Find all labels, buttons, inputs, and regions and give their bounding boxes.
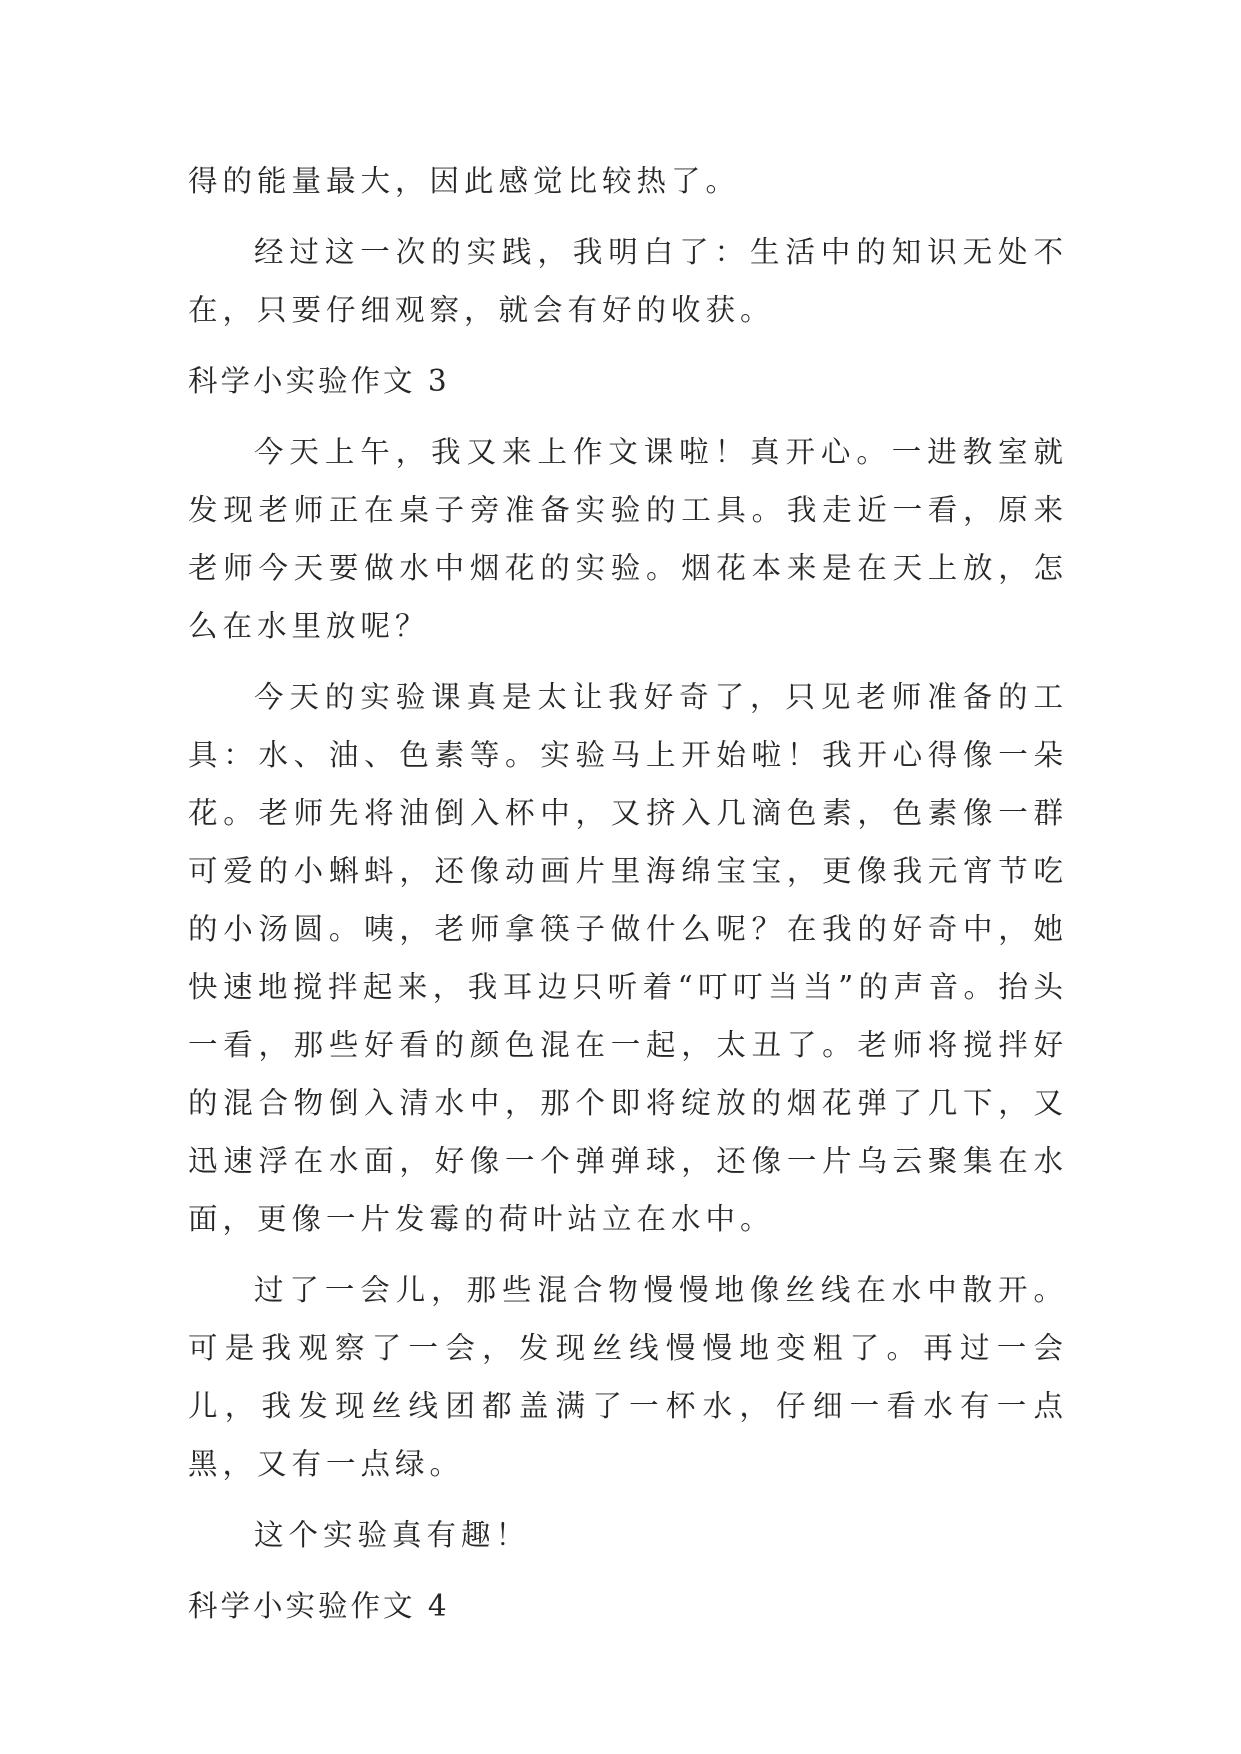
section-heading-4: 科学小实验作文 4 [188, 1589, 450, 1623]
document-body [188, 152, 1068, 1648]
paragraph-2: 经过这一次的实践，我明白了：生活中的知识无处不在，只要仔细观察，就会有好的收获。 [188, 235, 1068, 327]
paragraph-3: 今天上午，我又来上作文课啦！真开心。一进教室就发现老师正在桌子旁准备实验的工具。我走近一看，原来老师今天要做水中烟花的实验。烟花本来是在天上放，怎么在水里放呢？ [188, 435, 1068, 643]
paragraph-6: 这个实验真有趣！ [254, 1518, 531, 1552]
paragraph-1: 得的能量最大，因此感觉比较热了。 [188, 164, 741, 198]
section-heading-3: 科学小实验作文 3 [188, 364, 450, 398]
paragraph-4: 今天的实验课真是太让我好奇了，只见老师准备的工具：水、油、色素等。实验马上开始啦！我开心得像一朵花。老师先将油倒入杯中，又挤入几滴色素，色素像一群可爱的小蝌蚪，还像动画片里海绵宝宝，更像我元宵节吃的小汤圆。咦，老师拿筷子做什么呢？在我的好奇中，她快速地搅拌起来，我耳边只听着“叮叮当当”的声音。抬头一看，那些好看的颜色混在一起，太丑了。老师将搅拌好的混合物倒入清水中，那个即将绽放的烟花弹了几下，又迅速浮在水面，好像一个弹弹球，还像一片乌云聚集在水面，更像一片发霉的荷叶站立在水中。 [188, 680, 1068, 1236]
paragraph-5: 过了一会儿，那些混合物慢慢地像丝线在水中散开。可是我观察了一会，发现丝线慢慢地变粗了。再过一会儿，我发现丝线团都盖满了一杯水，仔细一看水有一点黑，又有一点绿。 [188, 1273, 1068, 1481]
